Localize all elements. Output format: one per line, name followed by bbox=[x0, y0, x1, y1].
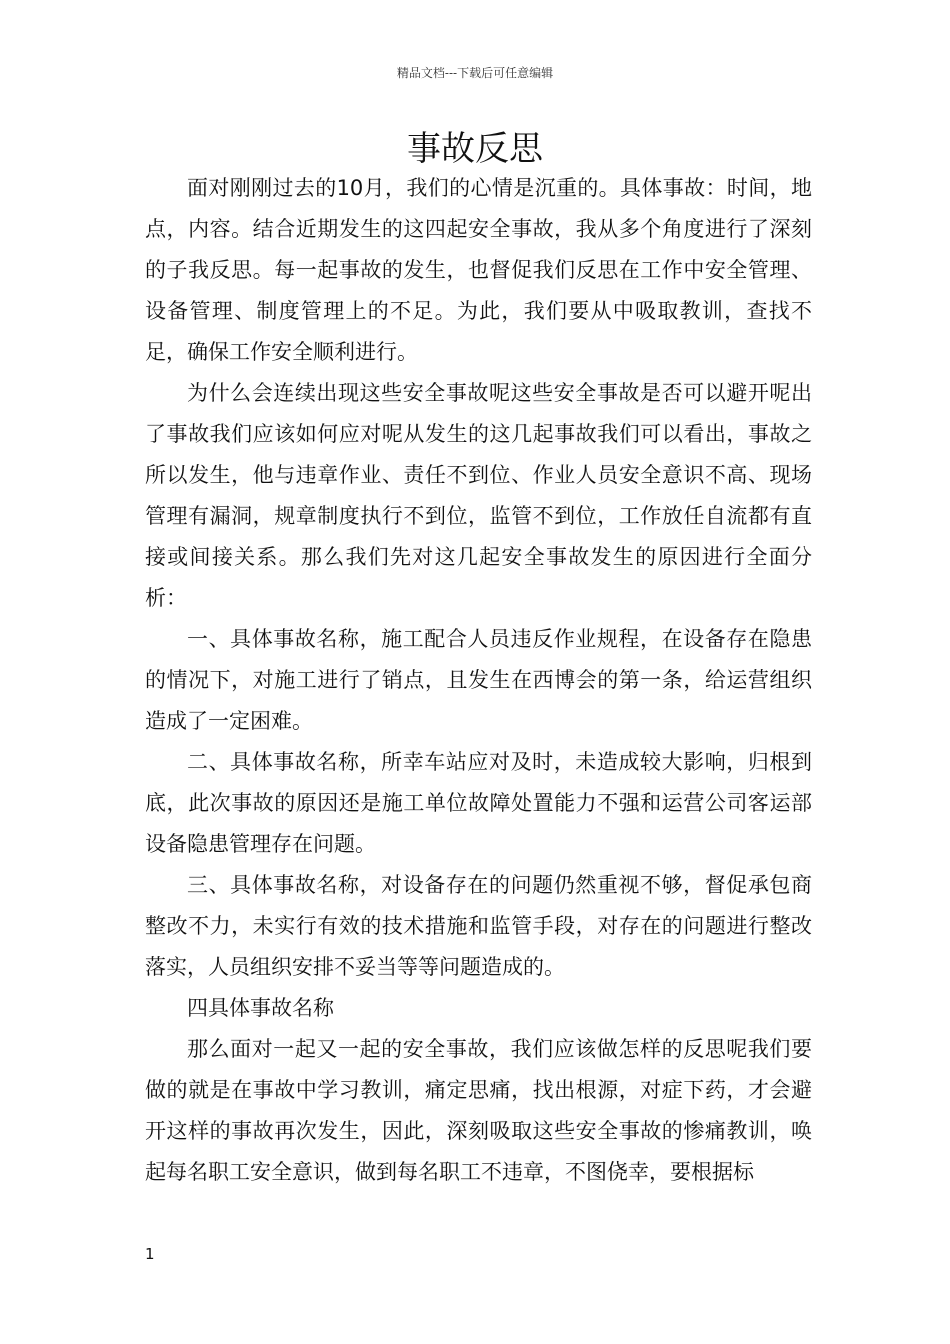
document-title: 事故反思 bbox=[407, 129, 543, 169]
paragraph-incident-1: 一、具体事故名称，施工配合人员违反作业规程，在设备存在隐患的情况下，对施工进行了销点，且发生在西博会的第一条，给运营组织造成了一定困难。 bbox=[145, 627, 812, 733]
paragraph-incident-4: 四具体事故名称 bbox=[187, 996, 334, 1020]
paragraph-causes: 为什么会连续出现这些安全事故呢这些安全事故是否可以避开呢出了事故我们应该如何应对呢从发生的这几起事故我们可以看出，事故之所以发生，他与违章作业、责任不到位、作业人员安全意识不高、现场管理有漏洞，规章制度执行不到位，监管不到位，工作放任自流都有直接或间接关系。那么我们先对这几起安全事故发生的原因进行全面分析： bbox=[145, 381, 812, 610]
page-header-watermark: 精品文档---下载后可任意编辑 bbox=[396, 66, 554, 80]
paragraph-incident-2: 二、具体事故名称，所幸车站应对及时，未造成较大影响，归根到底，此次事故的原因还是施工单位故障处置能力不强和运营公司客运部设备隐患管理存在问题。 bbox=[145, 750, 812, 856]
paragraph-reflection: 那么面对一起又一起的安全事故，我们应该做怎样的反思呢我们要做的就是在事故中学习教训，痛定思痛，找出根源，对症下药，才会避开这样的事故再次发生，因此，深刻吸取这些安全事故的惨痛教训，唤起每名职工安全意识，做到每名职工不违章，不图侥幸，要根据标 bbox=[145, 1037, 812, 1184]
page-number: 1 bbox=[145, 1245, 155, 1263]
document-body bbox=[145, 168, 812, 1193]
paragraph-intro: 面对刚刚过去的10月，我们的心情是沉重的。具体事故：时间，地点，内容。结合近期发生的这四起安全事故，我从多个角度进行了深刻的子我反思。每一起事故的发生，也督促我们反思在工作中安全管理、设备管理、制度管理上的不足。为此，我们要从中吸取教训，查找不足，确保工作安全顺利进行。 bbox=[145, 176, 812, 364]
paragraph-incident-3: 三、具体事故名称，对设备存在的问题仍然重视不够，督促承包商整改不力，未实行有效的技术措施和监管手段，对存在的问题进行整改落实，人员组织安排不妥当等等问题造成的。 bbox=[145, 873, 812, 979]
